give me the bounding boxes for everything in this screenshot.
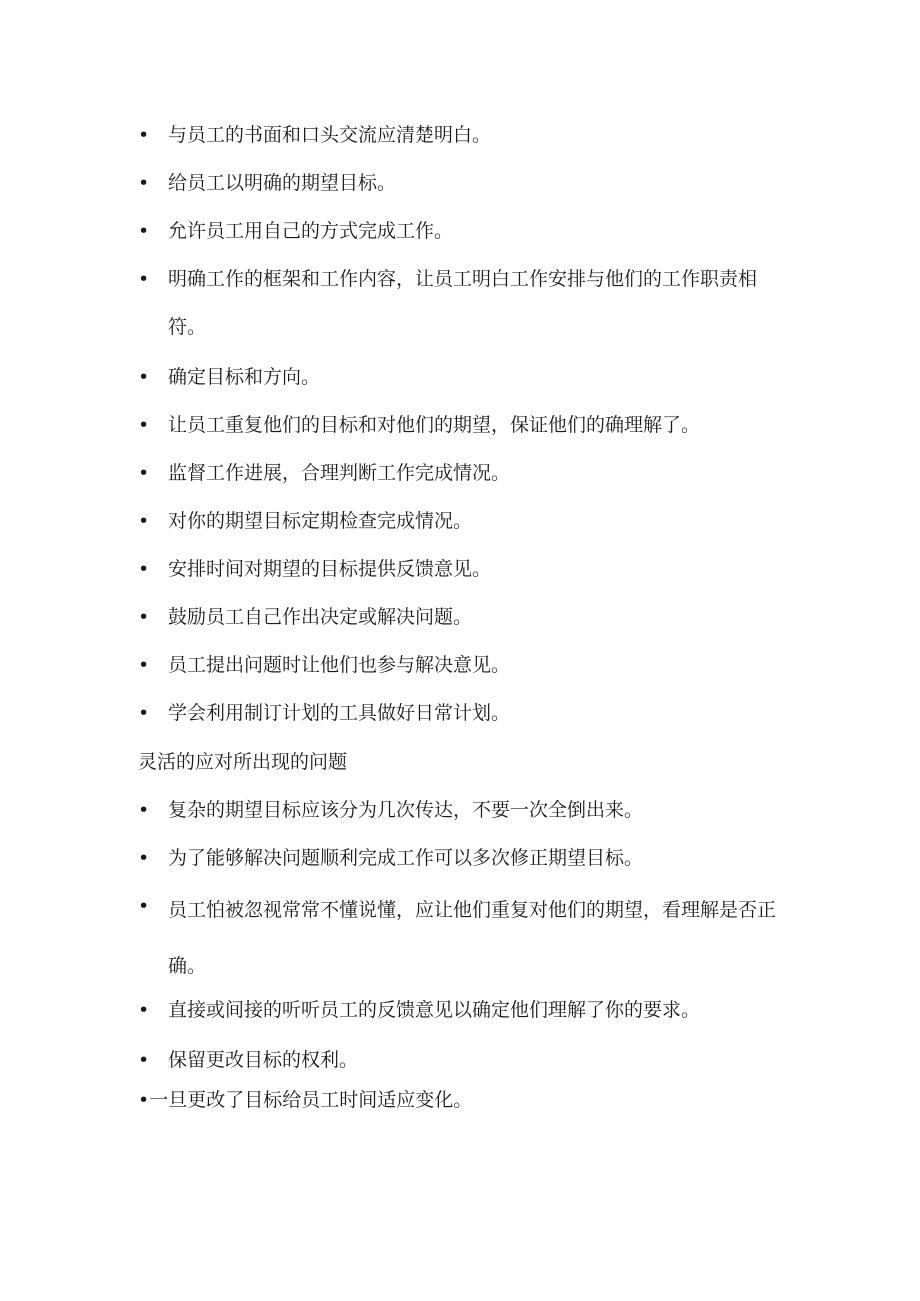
bullet-icon: • xyxy=(138,847,150,869)
bullet-icon: • xyxy=(138,124,150,146)
list-item xyxy=(138,834,778,882)
list-item-text: 给员工以明确的期望目标。 xyxy=(168,172,397,194)
bullet-icon: • xyxy=(138,799,150,821)
bullet-icon: • xyxy=(138,172,150,194)
list-item xyxy=(138,159,778,207)
bullet-icon: • xyxy=(138,702,150,724)
list-item xyxy=(138,497,778,545)
bullet-icon: • xyxy=(138,220,150,242)
list-item-text: 复杂的期望目标应该分为几次传达，不要一次全倒出来。 xyxy=(168,799,644,821)
bullet-icon: • xyxy=(138,1089,150,1111)
list-item-text: 为了能够解决问题顺利完成工作可以多次修正期望目标。 xyxy=(168,847,644,869)
list-item xyxy=(138,111,778,159)
list-item xyxy=(138,593,778,641)
list-item-text: 允许员工用自己的方式完成工作。 xyxy=(168,220,454,242)
bullet-icon: • xyxy=(138,462,150,484)
bullet-icon: • xyxy=(138,999,150,1021)
list-item xyxy=(138,207,778,255)
list-item-text: 明确工作的框架和工作内容，让员工明白工作安排与他们的工作职责相符。 xyxy=(168,268,758,338)
list-item-text: 员工提出问题时让他们也参与解决意见。 xyxy=(168,654,511,676)
list-item xyxy=(138,786,778,834)
list-item xyxy=(138,986,778,1034)
list-item-text: 鼓励员工自己作出决定或解决问题。 xyxy=(168,606,473,628)
list-item xyxy=(138,1076,472,1124)
list-item-text: 监督工作进展，合理判断工作完成情况。 xyxy=(168,462,511,484)
bullet-icon: • xyxy=(138,895,150,917)
list-item xyxy=(138,255,778,351)
list-item xyxy=(138,641,778,689)
bullet-icon: • xyxy=(138,654,150,676)
list-item-text: 一旦更改了目标给员工时间适应变化。 xyxy=(149,1089,473,1111)
list-item-text: 确定目标和方向。 xyxy=(168,366,321,388)
list-item-text: 对你的期望目标定期检查完成情况。 xyxy=(168,510,473,532)
list-item-text: 与员工的书面和口头交流应清楚明白。 xyxy=(168,124,492,146)
list-item-text: 安排时间对期望的目标提供反馈意见。 xyxy=(168,558,492,580)
list-item-text: 学会利用制订计划的工具做好日常计划。 xyxy=(168,702,511,724)
bullet-icon: • xyxy=(138,1049,150,1071)
list-item-text: 员工怕被忽视常常不懂说懂，应让他们重复对他们的期望，看理解是否正确。 xyxy=(168,899,777,977)
list-item-text: 直接或间接的听听员工的反馈意见以确定他们理解了你的要求。 xyxy=(168,999,701,1021)
list-item xyxy=(138,449,778,497)
list-item xyxy=(138,401,778,449)
bullet-icon: • xyxy=(138,510,150,532)
list-item-text: 保留更改目标的权利。 xyxy=(168,1049,359,1071)
bullet-icon: • xyxy=(138,558,150,580)
list-item-text: 让员工重复他们的目标和对他们的期望，保证他们的确理解了。 xyxy=(168,414,701,436)
bullet-icon: • xyxy=(138,414,150,436)
list-item xyxy=(138,353,778,401)
list-item xyxy=(138,882,778,994)
bullet-icon: • xyxy=(138,366,150,388)
list-item xyxy=(138,545,778,593)
section-heading: 灵活的应对所出现的问题 xyxy=(138,751,348,773)
list-item xyxy=(138,689,778,737)
bullet-icon: • xyxy=(138,268,150,290)
bullet-icon: • xyxy=(138,606,150,628)
